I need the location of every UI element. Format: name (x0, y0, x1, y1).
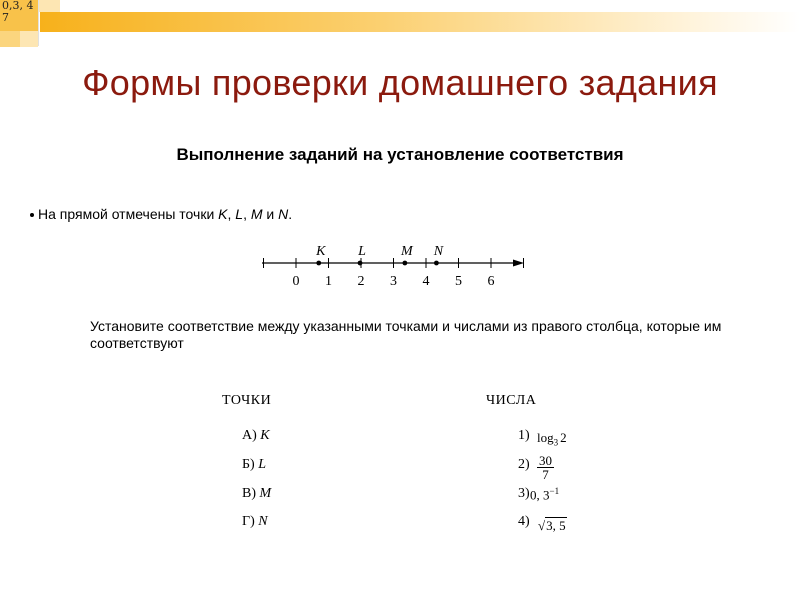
log-function: log (537, 430, 554, 445)
expression-fraction (537, 454, 554, 481)
period-text: . (288, 206, 293, 222)
left-row-item (242, 428, 270, 444)
sqrt-expression (538, 518, 567, 534)
instruction-text: Установите соответствие между указанными точками и числами из правого столбца, которые им соответствуют (90, 318, 722, 351)
number-line-points (315, 244, 444, 265)
power-exponent: −1 (549, 486, 560, 496)
number-line-point (434, 261, 439, 266)
separator-text: , (227, 206, 236, 222)
point-name-L: L (235, 206, 244, 222)
fraction-numerator: 30 (539, 453, 552, 468)
number-line-tick-label: 4 (422, 274, 430, 289)
number-line-tick-label: 3 (390, 274, 397, 289)
row-prefix: В) (242, 486, 260, 501)
page-title: Формы проверки домашнего задания (82, 62, 718, 103)
number-line-point (358, 261, 363, 266)
number-line (258, 238, 530, 290)
header-gradient-bar (40, 12, 800, 32)
number-line-tick-label: 6 (487, 274, 495, 289)
number-line-point (316, 261, 321, 266)
number-line-point-label: K (316, 244, 326, 259)
column-header-points: ТОЧКИ (222, 393, 272, 408)
number-line-point-label: L (358, 244, 366, 259)
sqrt-radicand: 3, 5 (546, 518, 566, 533)
point-name-K: K (218, 206, 228, 222)
point-name-M: M (250, 206, 263, 222)
row-prefix: А) (242, 428, 261, 443)
task-statement (30, 206, 292, 222)
bullet-icon (30, 213, 34, 217)
column-header-numbers: ЧИСЛА (486, 393, 537, 408)
log-base: 3 (553, 437, 559, 448)
corner-logo: 0,3, 4 7 (2, 0, 34, 24)
corner-decoration (38, 0, 60, 12)
expression-power (530, 486, 559, 503)
sqrt-icon: √ (538, 518, 546, 533)
number-line-arrow (513, 260, 524, 267)
page-subtitle: Выполнение заданий на установление соответствия (176, 145, 624, 164)
header-divider (38, 0, 39, 46)
fraction-denominator: 7 (542, 467, 549, 482)
row-point: K (260, 428, 270, 443)
right-row-label: 4) (518, 514, 530, 529)
point-name-N: N (278, 206, 289, 222)
log-argument: 2 (560, 430, 567, 445)
number-line-point-label: N (433, 244, 444, 259)
expression-log (537, 430, 567, 448)
and-text: и (262, 206, 279, 222)
number-line-point (402, 261, 407, 266)
row-prefix: Б) (242, 457, 259, 472)
fraction (537, 454, 554, 481)
power-base: 0, 3 (530, 487, 550, 503)
right-row-label: 2) (518, 457, 530, 472)
right-row-label: 3) (518, 486, 530, 501)
row-point: L (258, 457, 266, 472)
left-row-item (242, 457, 266, 473)
task-intro-text: На прямой отмечены точки (38, 206, 219, 222)
number-line-tick-label: 5 (455, 274, 462, 289)
row-prefix: Г) (242, 514, 259, 529)
row-point: M (259, 486, 272, 501)
expression-sqrt (538, 518, 567, 534)
number-line-point-label: M (401, 244, 413, 259)
number-line-tick-label: 1 (325, 274, 332, 289)
left-row-item (242, 486, 271, 502)
separator-text: , (243, 206, 251, 222)
number-line-tick-label: 2 (357, 274, 365, 289)
left-row-item (242, 514, 268, 530)
number-line-tick-label: 0 (292, 274, 300, 289)
corner-decoration (20, 31, 38, 47)
row-point: N (258, 514, 268, 529)
right-row-label: 1) (518, 428, 530, 443)
corner-decoration (0, 31, 20, 47)
